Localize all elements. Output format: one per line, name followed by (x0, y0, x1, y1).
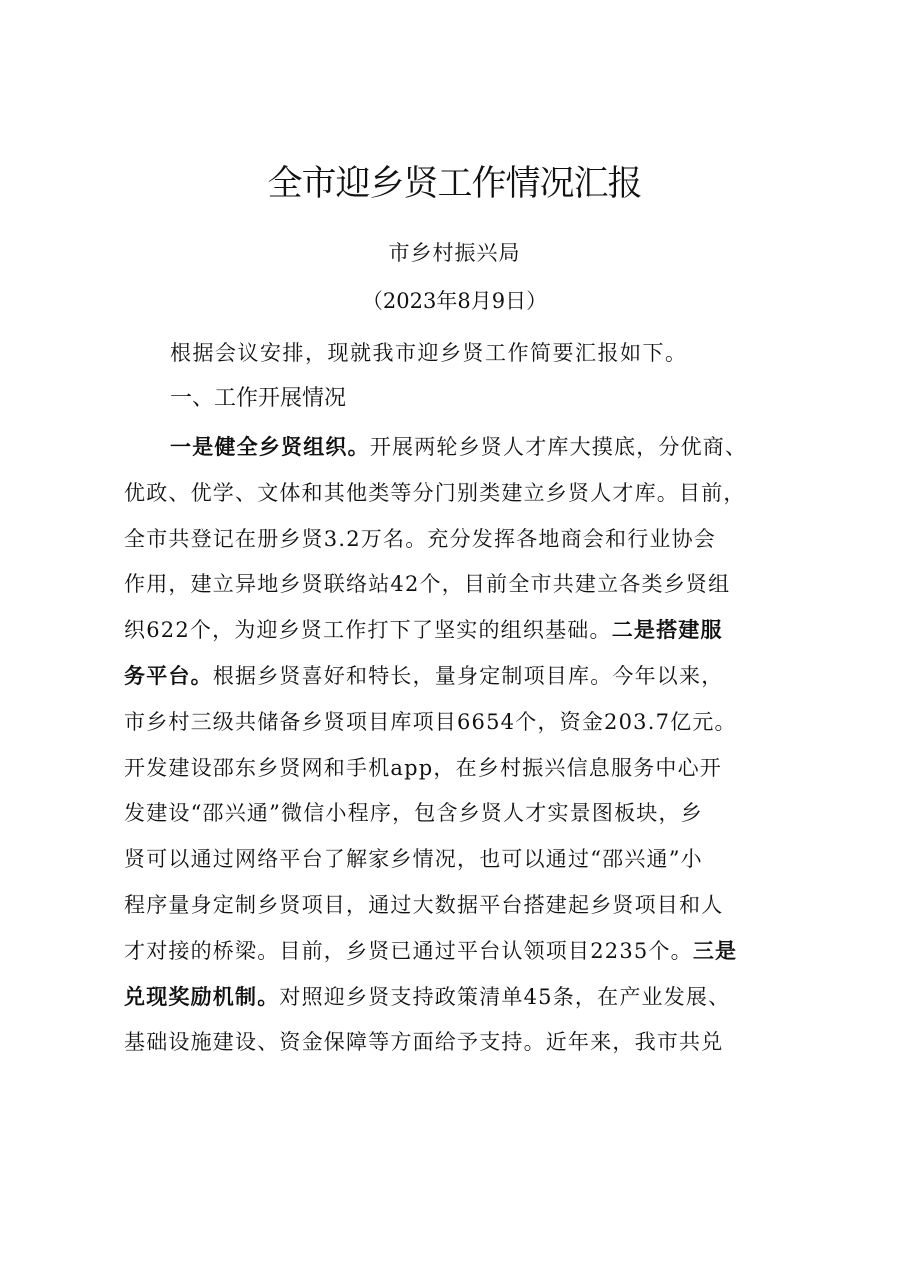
line-text: 作用，建立异地乡贤联络站42个，目前全市共建立各类乡贤组 (124, 572, 731, 597)
line-text: 织622个，为迎乡贤工作打下了坚实的组织基础。 (124, 618, 612, 643)
text-line (124, 520, 824, 566)
body-paragraph (124, 428, 824, 1069)
text-line (124, 657, 824, 703)
intro-paragraph: 根据会议安排，现就我市迎乡贤工作简要汇报如下。 (170, 341, 688, 365)
emphasis-text: 三是 (692, 937, 738, 963)
text-line (124, 1023, 824, 1069)
text-line (124, 932, 824, 978)
emphasis-text: 兑现奖励机制。 (124, 983, 280, 1009)
line-text: 开发建设邵东乡贤网和手机app，在乡村振兴信息服务中心开 (124, 755, 723, 780)
text-line (124, 565, 824, 611)
emphasis-text: 二是搭建服 (611, 617, 723, 643)
text-line (124, 703, 824, 749)
text-line (124, 474, 824, 520)
emphasis-text: 一是健全乡贤组织。 (170, 434, 370, 459)
line-text: 发建设“邵兴通”微信小程序，包含乡贤人才实景图板块，乡 (124, 801, 703, 826)
text-line (124, 840, 824, 886)
document-date: （2023年8月9日） (361, 289, 548, 313)
section-heading: 一、工作开展情况 (170, 386, 347, 411)
text-line (124, 749, 824, 795)
text-line (124, 978, 824, 1024)
line-text: 基础设施建设、资金保障等方面给予支持。近年来，我市共兑 (124, 1030, 724, 1055)
line-text: 开展两轮乡贤人才库大摸底，分优商、 (369, 435, 748, 459)
line-text: 才对接的桥梁。目前，乡贤已通过平台认领项目2235个。 (124, 938, 693, 963)
text-line (124, 428, 824, 474)
line-text: 市乡村三级共储备乡贤项目库项目6654个，资金203.7亿元。 (124, 709, 737, 734)
document-title: 全市迎乡贤工作情况汇报 (267, 164, 642, 204)
line-text: 贤可以通过网络平台了解家乡情况，也可以通过“邵兴通”小 (124, 847, 703, 872)
text-line (124, 886, 824, 932)
text-line (124, 611, 824, 657)
line-text: 全市共登记在册乡贤3.2万名。充分发挥各地商会和行业协会 (124, 526, 716, 551)
document-author: 市乡村振兴局 (388, 241, 521, 265)
line-text: 根据乡贤喜好和特长，量身定制项目库。今年以来， (212, 663, 724, 688)
text-line (124, 794, 824, 840)
line-text: 优政、优学、文体和其他类等分门别类建立乡贤人才库。目前， (124, 480, 746, 505)
line-text: 程序量身定制乡贤项目，通过大数据平台搭建起乡贤项目和人 (124, 892, 724, 917)
emphasis-text: 务平台。 (124, 662, 213, 688)
line-text: 对照迎乡贤支持政策清单45条，在产业发展、 (279, 984, 731, 1009)
